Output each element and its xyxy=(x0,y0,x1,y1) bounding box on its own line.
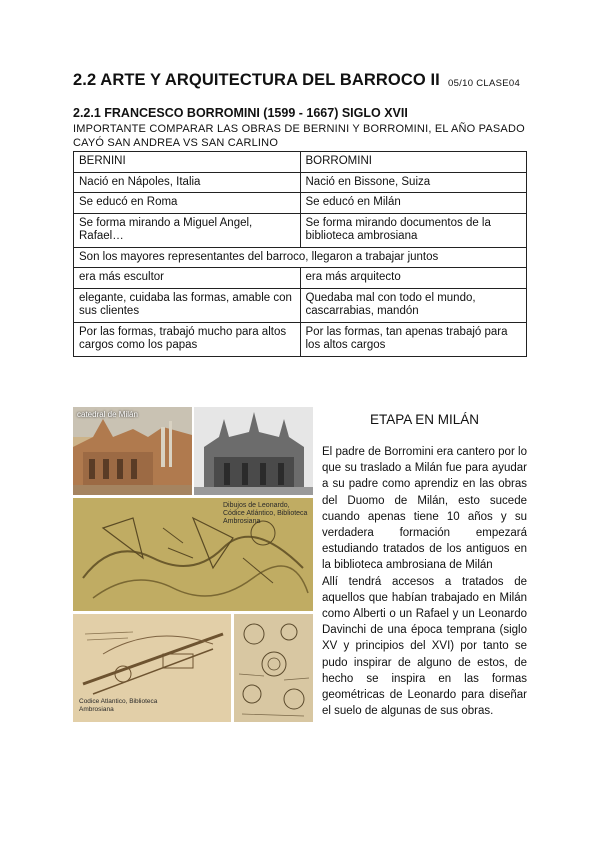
table-cell: era más arquitecto xyxy=(300,268,527,289)
codex-caption: Codice Atlantico, Biblioteca Ambrosiana xyxy=(79,698,158,713)
table-cell: Quedaba mal con todo el mundo, cascarrabias, mandón xyxy=(300,288,527,322)
table-cell: Por las formas, trabajó mucho para altos cargos como los papas xyxy=(74,322,301,356)
table-cell: era más escultor xyxy=(74,268,301,289)
header-borromini: BORROMINI xyxy=(300,152,527,173)
table-row-shared xyxy=(74,247,527,268)
cathedral-painting-image xyxy=(73,407,192,495)
drawing-caption: Dibujos de Leonardo, Códice Atlántico, Biblioteca Ambrosiana xyxy=(223,502,308,525)
stage-text xyxy=(322,444,527,719)
header-bernini: BERNINI xyxy=(74,152,301,173)
table-row xyxy=(74,213,527,247)
stage-title: ETAPA EN MILÁN xyxy=(369,412,480,427)
section-subtitle: 2.2.1 FRANCESCO BORROMINI (1599 - 1667) SIGLO XVII xyxy=(73,106,408,120)
table-cell: Por las formas, tan apenas trabajó para los altos cargos xyxy=(300,322,527,356)
table-header-row xyxy=(74,152,527,173)
table-row xyxy=(74,193,527,214)
geometric-sketches-image xyxy=(234,614,313,722)
class-date: 05/10 CLASE04 xyxy=(448,78,521,89)
table-cell: Se forma mirando documentos de la biblioteca ambrosiana xyxy=(300,213,527,247)
table-cell: Nació en Bissone, Suiza xyxy=(300,172,527,193)
codex-machine-image xyxy=(73,614,231,722)
table-row xyxy=(74,322,527,356)
table-cell: Nació en Nápoles, Italia xyxy=(74,172,301,193)
table-cell: Se educó en Milán xyxy=(300,193,527,214)
stage-paragraph-2: Allí tendrá accesos a tratados de aquellos que habían trabajado en Milán como Alberti o un Rafael y un Leonardo Davinchi de una época temprana (siglo XV y principios del XVI) por tanto se pudo inspirar de alguno de estos, de hecho se inspira en las formas geométricas de Leonardo para diseñar el suelo de algunas de sus obras. xyxy=(322,575,527,718)
table-cell: elegante, cuidaba las formas, amable con sus clientes xyxy=(74,288,301,322)
table-cell-shared: Son los mayores representantes del barroco, llegaron a trabajar juntos xyxy=(74,247,527,268)
section-intro: IMPORTANTE COMPARAR LAS OBRAS DE BERNINI Y BORROMINI, EL AÑO PASADO CAYÓ SAN ANDREA VS SAN CARLINO xyxy=(73,123,525,149)
page-title: 2.2 ARTE Y ARQUITECTURA DEL BARROCO II xyxy=(73,71,440,89)
table-row xyxy=(74,172,527,193)
comparison-table xyxy=(73,151,527,357)
duomo-photo-image xyxy=(194,407,313,495)
table-row xyxy=(74,268,527,289)
cathedral-caption: catedral de Milán xyxy=(77,410,138,419)
leonardo-drawing-image xyxy=(73,498,313,611)
stage-paragraph-1: El padre de Borromini era cantero por lo que su traslado a Milán fue para ayudar a su padre como aprendiz en las obras del Duomo de Milán, esto sucede cuando apenas tiene 10 años y su verdadera formación empezará estudiando tratados de los antiguos en la biblioteca ambrosiana de Milán xyxy=(322,446,527,572)
table-cell: Se educó en Roma xyxy=(74,193,301,214)
table-cell: Se forma mirando a Miguel Angel, Rafael… xyxy=(74,213,301,247)
table-row xyxy=(74,288,527,322)
